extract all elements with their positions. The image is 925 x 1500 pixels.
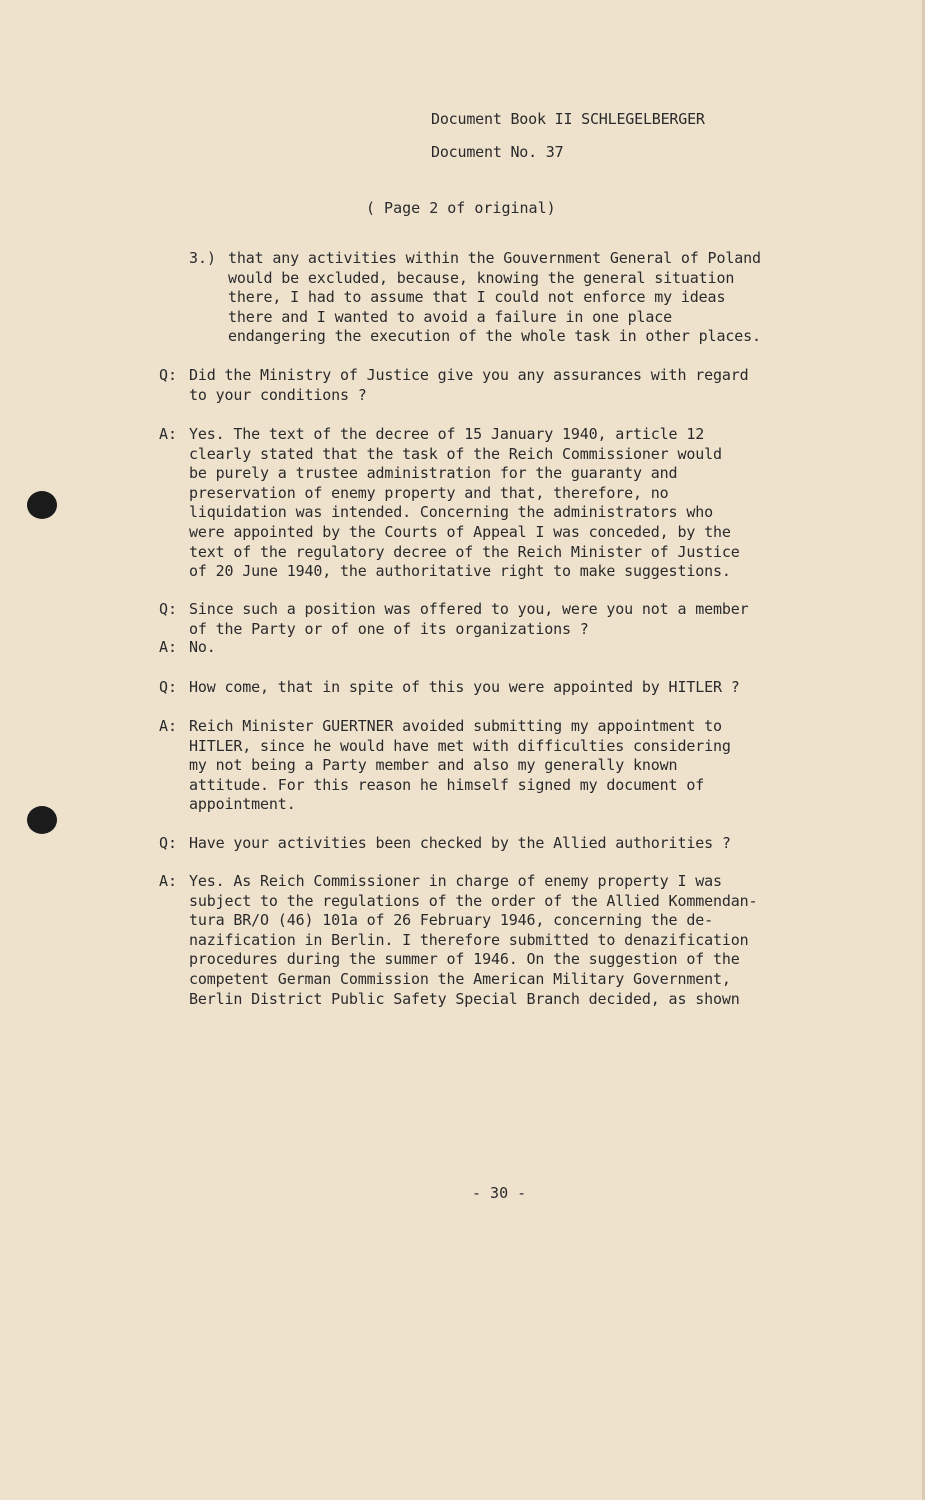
document-number-header: Document No. 37 (431, 143, 564, 161)
text-line: of the Party or of one of its organizations ? (189, 619, 589, 638)
text-line: text of the regulatory decree of the Reich Minister of Justice (189, 542, 740, 561)
text-line: clearly stated that the task of the Reich Commissioner would (189, 444, 722, 463)
page-reference: ( Page 2 of original) (366, 199, 556, 217)
text-line: of 20 June 1940, the authoritative right to make suggestions. (189, 562, 731, 581)
text-line: Reich Minister GUERTNER avoided submitting my appointment to (189, 717, 722, 735)
text-line: Did the Ministry of Justice give you any assurances with regard (189, 366, 749, 384)
text-line: procedures during the summer of 1946. On the suggestion of the (189, 950, 740, 969)
text-line: there, I had to assume that I could not enforce my ideas (228, 288, 726, 307)
text-line: Yes. The text of the decree of 15 January 1940, article 12 (189, 425, 705, 443)
text-line: competent German Commission the American Military Government, (189, 969, 731, 988)
page-number: - 30 - (472, 1184, 527, 1202)
text-line: that any activities within the Gouvernment General of Poland (228, 249, 761, 267)
answer-text (189, 717, 731, 815)
text-line: attitude. For this reason he himself signed my document of (189, 775, 705, 794)
punch-hole (27, 806, 57, 834)
answer-label: A: (159, 717, 178, 735)
text-line: appointment. (189, 795, 296, 814)
question-text (189, 600, 749, 639)
item-3-text (228, 249, 761, 347)
text-line: be purely a trustee administration for the guaranty and (189, 464, 678, 483)
text-line: Since such a position was offered to you, were you not a member (189, 600, 749, 618)
question-text (189, 678, 740, 698)
answer-label: A: (159, 872, 178, 890)
text-line: were appointed by the Courts of Appeal I was conceded, by the (189, 522, 731, 541)
text-line: endangering the execution of the whole task in other places. (228, 327, 761, 346)
answer-label: A: (159, 425, 178, 443)
answer-text (189, 425, 740, 582)
text-line: subject to the regulations of the order of the Allied Kommendan- (189, 891, 758, 910)
question-label: Q: (159, 834, 178, 852)
text-line: liquidation was intended. Concerning the administrators who (189, 503, 713, 522)
text-line: nazification in Berlin. I therefore submitted to denazification (189, 930, 749, 949)
document-book-header: Document Book II SCHLEGELBERGER (431, 110, 705, 128)
question-label: Q: (159, 600, 178, 618)
question-text (189, 366, 749, 405)
text-line: Yes. As Reich Commissioner in charge of enemy property I was (189, 872, 722, 890)
text-line: No. (189, 638, 216, 656)
text-line: Have your activities been checked by the Allied authorities ? (189, 834, 731, 852)
text-line: my not being a Party member and also my generally known (189, 756, 678, 775)
item-3-label: 3.) (189, 249, 217, 267)
answer-text (189, 872, 757, 1009)
text-line: would be excluded, because, knowing the general situation (228, 268, 735, 287)
text-line: Berlin District Public Safety Special Branch decided, as shown (189, 989, 740, 1008)
question-label: Q: (159, 678, 178, 696)
text-line: there and I wanted to avoid a failure in one place (228, 307, 673, 326)
text-line: to your conditions ? (189, 385, 367, 404)
text-line: How come, that in spite of this you were appointed by HITLER ? (189, 678, 740, 696)
punch-hole (27, 491, 57, 519)
text-line: preservation of enemy property and that, therefore, no (189, 483, 669, 502)
answer-text (189, 638, 216, 658)
question-label: Q: (159, 366, 178, 384)
answer-label: A: (159, 638, 178, 656)
text-line: tura BR/O (46) 101a of 26 February 1946, concerning the de- (189, 911, 713, 930)
text-line: HITLER, since he would have met with difficulties considering (189, 736, 731, 755)
question-text (189, 834, 731, 854)
